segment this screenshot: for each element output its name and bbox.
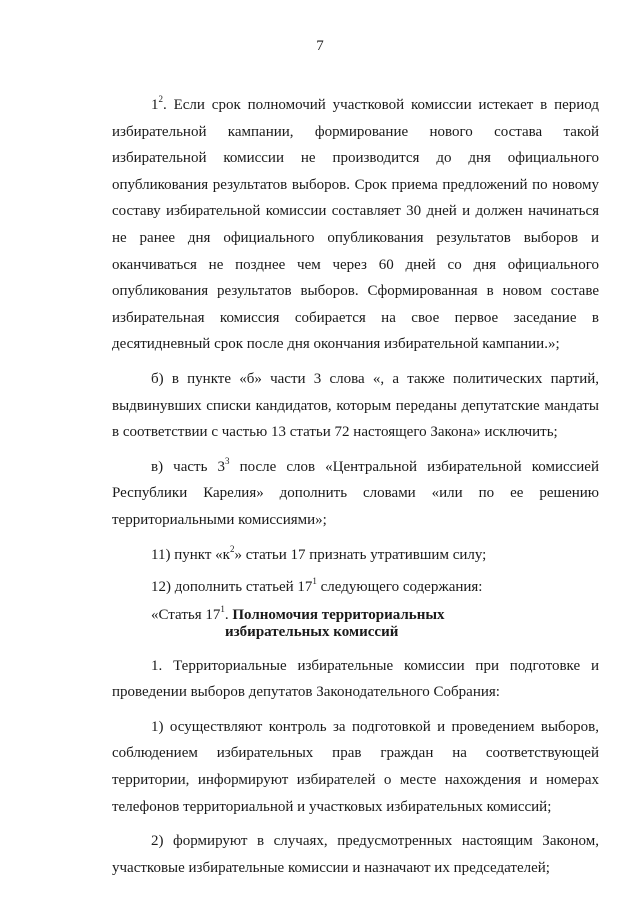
item-v-after: после слов «Центральной избирательной комиссией Республики Карелия» дополнить словами «или по ее решению территориальными комиссиями»; [112,458,599,528]
article-label: «Статья 17 [151,606,221,623]
item-v-superscript: 3 [225,455,230,466]
paragraph-clause-1-2 [112,92,599,358]
item-11-superscript: 2 [229,543,235,554]
item-v-before: в) часть 3 [151,458,225,475]
page-number: 7 [316,38,324,54]
article-heading [112,603,599,641]
item-12-after: следующего содержания: [316,579,483,596]
clause-number: 1 [151,97,159,113]
clause-text: . Если срок полномочий участковой комиссии истекает в период избирательной кампании, формирование нового состава такой избирательной комиссии не производится до дня официального опубликования результатов выборов. Срок приема предложений по новому составу избирательной комиссии составляет 30 дней и должен начинаться не ранее дня официального опубликования результатов выборов и оканчиваться не позднее чем через 60 дней со дня официального опубликования результатов выборов. Сформированная в новом составе избирательная комиссия собирается на свое первое заседание в десятидневный срок после дня окончания избирательной кампании.»; [112,97,599,353]
paragraph-subitem-2: 2) формируют в случаях, предусмотренных настоящим Законом, участковые избирательные комиссии и назначают их председателей; [112,833,599,876]
paragraph-item-v [112,454,599,534]
item-12-before: 12) дополнить статьей 17 [151,579,313,596]
article-superscript: 1 [220,603,225,614]
article-title-line-2: избирательных комиссий [225,623,399,640]
clause-superscript: 2 [158,94,163,104]
item-11-after: » статьи 17 признать утратившим силу; [234,546,487,563]
paragraph-part-1: 1. Территориальные избирательные комиссии при подготовке и проведении выборов депутатов Законодательного Собрания: [112,657,599,701]
document-body [112,92,599,889]
item-11-before: 11) пункт «к [151,546,230,563]
article-title-line-1: Полномочия территориальных [232,606,445,623]
paragraph-subitem-1: 1) осуществляют контроль за подготовкой и проведением выборов, соблюдением избирательных прав граждан на соответствующей территории, информируют избирателей о месте нахождения и номерах телефонов территориальной и участковых избирательных комиссий; [112,718,599,815]
paragraph-item-12 [112,574,599,601]
item-12-superscript: 1 [312,576,317,587]
article-label-end: . [224,606,233,623]
paragraph-item-b: б) в пункте «б» части 3 слова «, а также политических партий, выдвинувших списки кандидатов, которым переданы депутатские мандаты в соответствии с частью 13 статьи 72 настоящего Закона» исключить; [112,370,599,441]
paragraph-item-11 [112,542,599,569]
